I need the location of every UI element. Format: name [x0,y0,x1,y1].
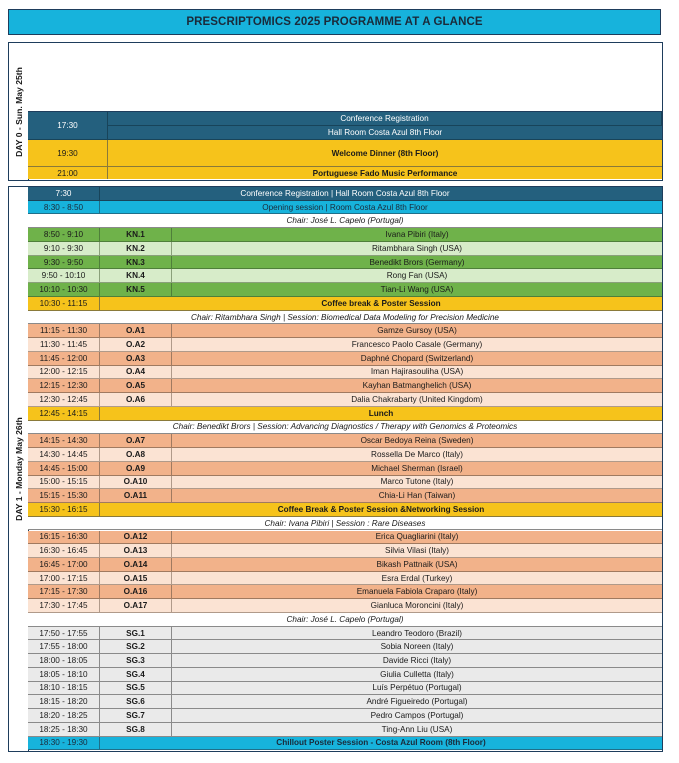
talk-row [28,682,662,696]
talk-row [28,448,662,462]
registration-line1: Conference Registration [108,112,662,126]
talk-code: SG.4 [100,668,172,682]
talk-row [28,242,662,256]
talk-code: O.A2 [100,338,172,352]
time-cell: 10:10 - 10:30 [28,283,100,297]
talk-row [28,379,662,393]
time-cell: 12:45 - 14:15 [28,407,100,421]
talk-row [28,709,662,723]
day1-rows [28,187,662,751]
talk-code: O.A10 [100,476,172,490]
talk-code: SG.6 [100,695,172,709]
speaker-name: Leandro Teodoro (Brazil) [172,627,662,641]
time-cell: 11:30 - 11:45 [28,338,100,352]
talk-row [28,627,662,641]
time-cell: 16:45 - 17:00 [28,558,100,572]
time-cell: 14:30 - 14:45 [28,448,100,462]
talk-code: O.A7 [100,434,172,448]
time-cell: 18:05 - 18:10 [28,668,100,682]
talk-row [28,269,662,283]
time-cell: 17:00 - 17:15 [28,572,100,586]
speaker-name: Oscar Bedoya Reina (Sweden) [172,434,662,448]
talk-row [28,352,662,366]
talk-row [28,228,662,242]
talk-code: O.A17 [100,599,172,613]
talk-code: O.A16 [100,585,172,599]
speaker-name: Erica Quagliarini (Italy) [172,531,662,545]
talk-code: O.A9 [100,462,172,476]
talk-code: O.A14 [100,558,172,572]
time-cell: 8:50 - 9:10 [28,228,100,242]
talk-code: SG.2 [100,640,172,654]
registration-line2: Hall Room Costa Azul 8th Floor [108,126,662,140]
talk-code: O.A11 [100,489,172,503]
speaker-name: Bikash Pattnaik (USA) [172,558,662,572]
time-cell: 18:30 - 19:30 [28,737,100,751]
speaker-name: Chia-Li Han (Taiwan) [172,489,662,503]
talk-row [28,283,662,297]
speaker-name: Dalia Chakrabarty (United Kingdom) [172,393,662,407]
talk-row [28,572,662,586]
talk-row [28,654,662,668]
speaker-name: André Figueiredo (Portugal) [172,695,662,709]
talk-code: SG.5 [100,682,172,696]
talk-code: SG.7 [100,709,172,723]
chair-text: Chair: Ritambhara Singh | Session: Biomedical Data Modeling for Precision Medicine [28,311,662,325]
dinner-text: Welcome Dinner (8th Floor) [108,140,662,167]
speaker-name: Rossella De Marco (Italy) [172,448,662,462]
speaker-name: Esra Erdal (Turkey) [172,572,662,586]
talk-code: SG.1 [100,627,172,641]
time-cell: 17:30 - 17:45 [28,599,100,613]
talk-row [28,462,662,476]
speaker-name: Ivana Pibiri (Italy) [172,228,662,242]
time-cell: 18:10 - 18:15 [28,682,100,696]
time-cell: 12:30 - 12:45 [28,393,100,407]
day0-fado-row [28,167,662,179]
talk-code: SG.3 [100,654,172,668]
time-cell: 18:15 - 18:20 [28,695,100,709]
speaker-name: Gianluca Moroncini (Italy) [172,599,662,613]
time-cell: 17:50 - 17:55 [28,627,100,641]
time-cell: 17:55 - 18:00 [28,640,100,654]
talk-row [28,585,662,599]
session-text: Chillout Poster Session - Costa Azul Room (8th Floor) [100,737,662,751]
time-cell: 10:30 - 11:15 [28,297,100,311]
chair-text: Chair: José L. Capelo (Portugal) [28,613,662,627]
chair-text: Chair: Ivana Pibiri | Session : Rare Diseases [28,517,662,531]
speaker-name: Giulia Culletta (Italy) [172,668,662,682]
talk-code: O.A5 [100,379,172,393]
time-cell: 7:30 [28,187,100,201]
chair-row [28,613,662,627]
time-cell: 21:00 [28,167,108,179]
time-cell: 9:50 - 10:10 [28,269,100,283]
talk-code: O.A3 [100,352,172,366]
time-cell: 12:00 - 12:15 [28,366,100,380]
session-row [28,407,662,421]
speaker-name: Luís Perpétuo (Portugal) [172,682,662,696]
session-row [28,187,662,201]
time-cell: 15:15 - 15:30 [28,489,100,503]
speaker-name: Daphné Chopard (Switzerland) [172,352,662,366]
time-cell: 14:15 - 14:30 [28,434,100,448]
talk-code: KN.2 [100,242,172,256]
day0-empty-area [28,43,662,112]
talk-row [28,476,662,490]
talk-row [28,544,662,558]
chair-text: Chair: José L. Capelo (Portugal) [28,214,662,228]
time-cell: 18:25 - 18:30 [28,723,100,737]
session-text: Coffee Break & Poster Session &Networking Session [100,503,662,517]
talk-row [28,640,662,654]
talk-row [28,599,662,613]
talk-row [28,393,662,407]
time-cell: 19:30 [28,140,108,167]
time-cell: 16:30 - 16:45 [28,544,100,558]
speaker-name: Kayhan Batmanghelich (USA) [172,379,662,393]
talk-row [28,366,662,380]
day1-block [8,186,663,752]
time-cell: 16:15 - 16:30 [28,531,100,545]
time-cell: 12:15 - 12:30 [28,379,100,393]
talk-row [28,324,662,338]
day1-label: DAY 1 - Monday May 26th [13,417,24,521]
time-cell: 14:45 - 15:00 [28,462,100,476]
session-row [28,737,662,751]
talk-code: O.A4 [100,366,172,380]
talk-row [28,695,662,709]
time-cell: 8:30 - 8:50 [28,201,100,215]
time-cell: 11:45 - 12:00 [28,352,100,366]
day0-rows [28,43,662,180]
talk-code: O.A8 [100,448,172,462]
talk-row [28,434,662,448]
day0-label-cell [9,43,29,180]
talk-code: O.A6 [100,393,172,407]
talk-code: SG.8 [100,723,172,737]
speaker-name: Silvia Vilasi (Italy) [172,544,662,558]
time-cell: 15:00 - 15:15 [28,476,100,490]
talk-row [28,256,662,270]
programme-title: PRESCRIPTOMICS 2025 PROGRAMME AT A GLANCE [8,9,661,35]
speaker-name: Tian-Li Wang (USA) [172,283,662,297]
speaker-name: Davide Ricci (Italy) [172,654,662,668]
talk-row [28,338,662,352]
talk-code: O.A15 [100,572,172,586]
fado-text: Portuguese Fado Music Performance [108,167,662,179]
speaker-name: Sobia Noreen (Italy) [172,640,662,654]
speaker-name: Gamze Gursoy (USA) [172,324,662,338]
speaker-name: Ting-Ann Liu (USA) [172,723,662,737]
speaker-name: Francesco Paolo Casale (Germany) [172,338,662,352]
speaker-name: Michael Sherman (Israel) [172,462,662,476]
chair-row [28,421,662,435]
chair-row [28,517,662,531]
day0-label: DAY 0 - Sun. May 25th [13,66,24,157]
session-row [28,503,662,517]
chair-row [28,214,662,228]
day0-registration-row [28,112,662,140]
time-cell: 15:30 - 16:15 [28,503,100,517]
speaker-name: Emanuela Fabiola Craparo (Italy) [172,585,662,599]
session-row [28,297,662,311]
registration-cells [108,112,662,140]
talk-row [28,531,662,545]
talk-code: KN.4 [100,269,172,283]
day0-dinner-row [28,140,662,167]
session-row [28,201,662,215]
session-text: Conference Registration | Hall Room Costa Azul 8th Floor [100,187,662,201]
day1-label-cell [9,187,29,751]
chair-row [28,311,662,325]
talk-code: O.A12 [100,531,172,545]
time-cell: 11:15 - 11:30 [28,324,100,338]
speaker-name: Iman Hajirasouliha (USA) [172,366,662,380]
chair-text: Chair: Benedikt Brors | Session: Advancing Diagnostics / Therapy with Genomics & Proteomics [28,421,662,435]
time-cell: 9:10 - 9:30 [28,242,100,256]
talk-row [28,668,662,682]
talk-row [28,723,662,737]
session-text: Lunch [100,407,662,421]
speaker-name: Marco Tutone (Italy) [172,476,662,490]
talk-code: KN.5 [100,283,172,297]
time-cell: 17:15 - 17:30 [28,585,100,599]
speaker-name: Rong Fan (USA) [172,269,662,283]
session-text: Coffee break & Poster Session [100,297,662,311]
time-cell: 9:30 - 9:50 [28,256,100,270]
time-cell: 17:30 [28,112,108,140]
time-cell: 18:00 - 18:05 [28,654,100,668]
talk-row [28,558,662,572]
talk-code: O.A13 [100,544,172,558]
day0-block [8,42,663,181]
time-cell: 18:20 - 18:25 [28,709,100,723]
speaker-name: Ritambhara Singh (USA) [172,242,662,256]
talk-row [28,489,662,503]
speaker-name: Benedikt Brors (Germany) [172,256,662,270]
talk-code: KN.3 [100,256,172,270]
talk-code: O.A1 [100,324,172,338]
speaker-name: Pedro Campos (Portugal) [172,709,662,723]
session-text: Opening session | Room Costa Azul 8th Floor [100,201,662,215]
talk-code: KN.1 [100,228,172,242]
